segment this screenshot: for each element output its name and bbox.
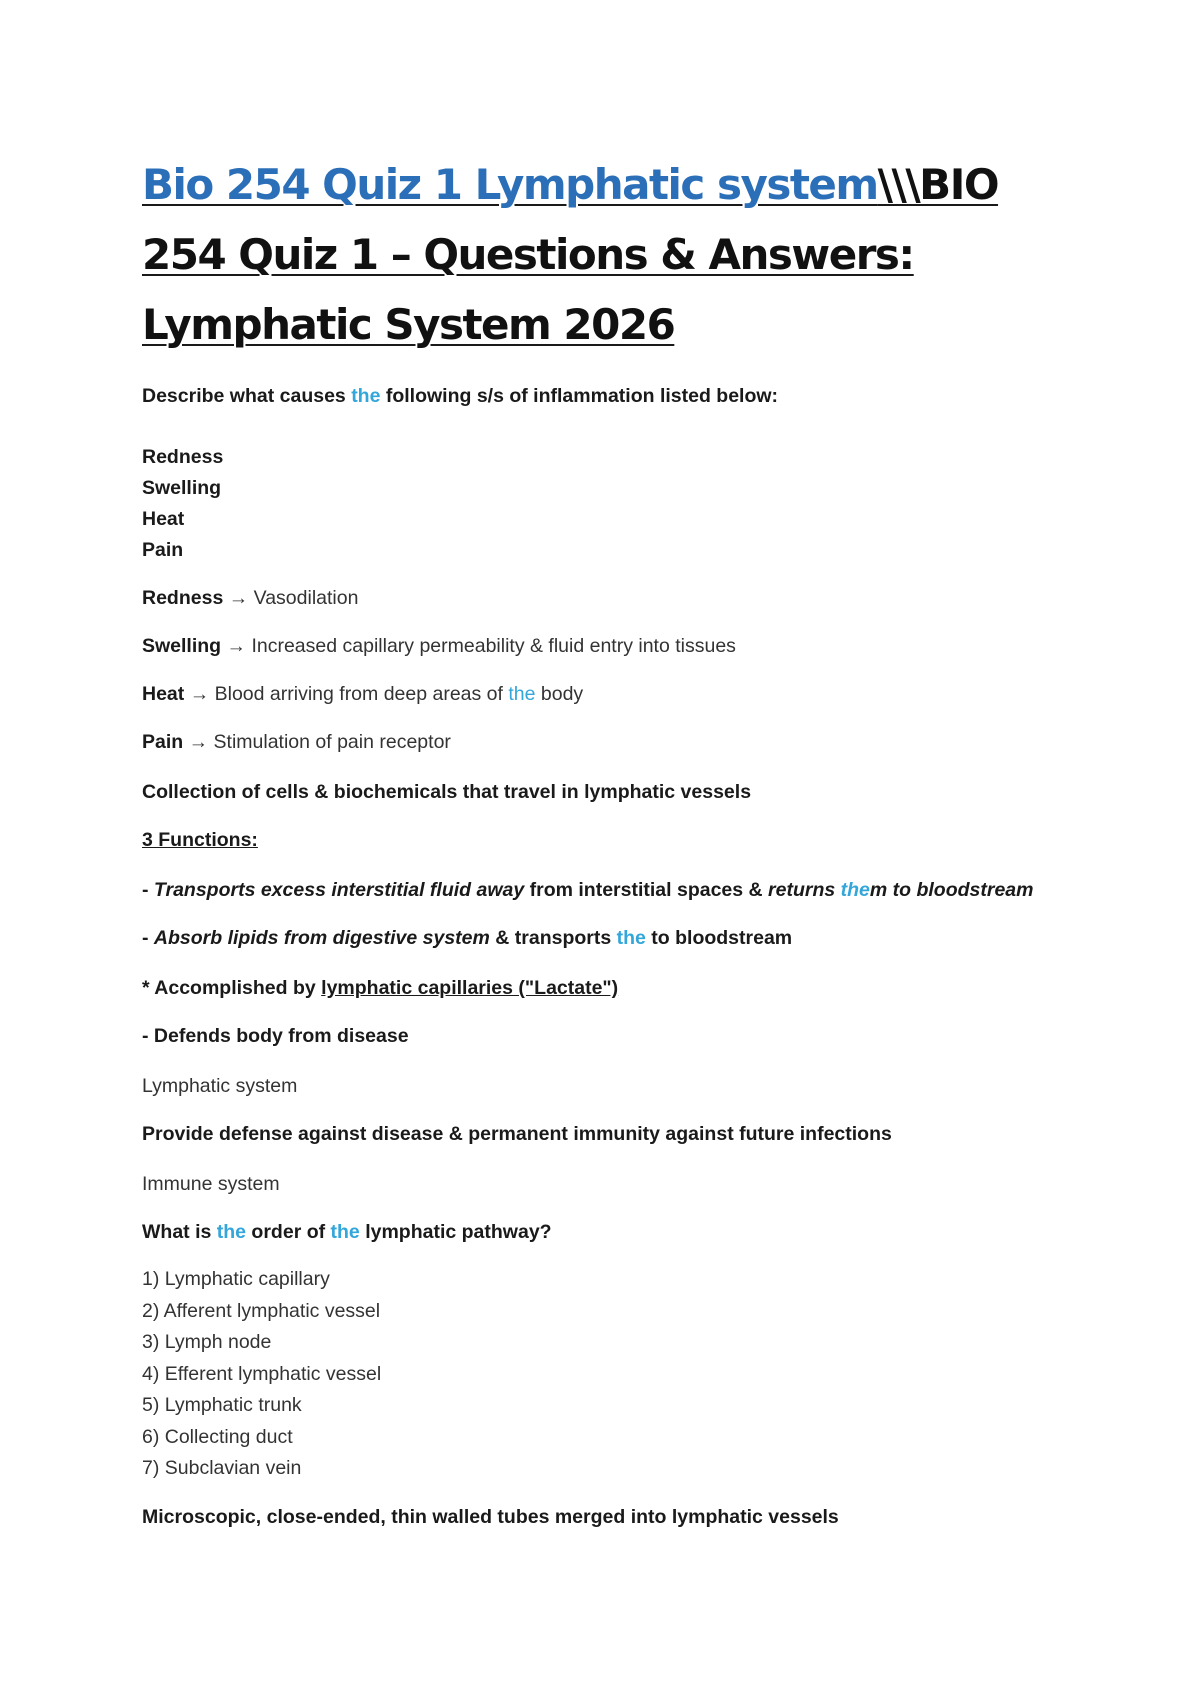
signs-list (142, 442, 1062, 566)
highlighted-word: the (508, 683, 536, 705)
functions-heading: 3 Functions: (142, 829, 258, 851)
underlined-term: lymphatic capillaries ("Lactate") (321, 977, 619, 999)
highlighted-word: the (616, 927, 646, 949)
pathway-item: 2) Afferent lymphatic vessel (142, 1299, 381, 1322)
dash: - (142, 879, 154, 901)
answer-text: Increased capillary permeability & fluid entry into tissues (251, 635, 736, 657)
italic-text: Absorb lipids from digestive system (153, 927, 490, 949)
pathway-list (142, 1264, 1062, 1485)
answer-text: Vasodilation (253, 587, 359, 609)
question-collection: Collection of cells & biochemicals that travel in lymphatic vessels (142, 781, 752, 803)
note-lymphatic-capillaries (142, 974, 1062, 1002)
highlighted-word: the (330, 1221, 360, 1243)
answer-term: Swelling (142, 635, 222, 657)
answer-text (215, 683, 584, 705)
title-rest: \\\BIO 254 Quiz 1 – Questions & Answers: Lymphatic System 2026 (142, 160, 999, 349)
pathway-item: 3) Lymph node (142, 1331, 272, 1353)
note-text: * Accomplished by (142, 977, 322, 999)
function-text: from interstitial spaces & (524, 879, 769, 901)
function-text: & transports (489, 927, 617, 949)
answer-immune-system: Immune system (142, 1173, 280, 1195)
pathway-item: 5) Lymphatic trunk (142, 1394, 302, 1416)
answer-lymphatic-system: Lymphatic system (142, 1075, 298, 1097)
question-text: order of (246, 1221, 331, 1243)
function-1 (142, 876, 1062, 904)
question-text: Describe what causes (142, 385, 352, 407)
arrow-icon: → (189, 683, 210, 705)
function-text: to bloodstream (645, 927, 793, 949)
document-page (142, 150, 1062, 1531)
pathway-item: 7) Subclavian vein (142, 1457, 302, 1479)
sign-item: Redness (142, 446, 224, 468)
answer-text-part: Blood arriving from deep areas of (214, 683, 509, 705)
question-text: What is (142, 1221, 217, 1243)
function-2 (142, 924, 1062, 952)
dash: - (142, 927, 154, 949)
question-defense: Provide defense against disease & permanent immunity against future infections (142, 1123, 892, 1145)
answer-term: Pain (142, 731, 184, 753)
sign-item: Pain (142, 539, 184, 561)
italic-text: returns (768, 879, 841, 901)
question-text: following s/s of inflammation listed below: (380, 385, 779, 407)
italic-text: m to bloodstream (869, 879, 1034, 901)
answer-term: Redness (142, 587, 224, 609)
answer-pain (142, 728, 1062, 756)
answer-redness (142, 584, 1062, 612)
arrow-icon: → (226, 635, 247, 657)
highlighted-word: the (351, 385, 381, 407)
question-pathway (142, 1218, 1062, 1246)
highlighted-word: the (840, 879, 870, 901)
arrow-icon: → (228, 587, 249, 609)
sign-item: Heat (142, 508, 185, 530)
title-link[interactable]: Bio 254 Quiz 1 Lymphatic system (142, 160, 878, 209)
question-text: lymphatic pathway? (359, 1221, 552, 1243)
document-title (142, 150, 1062, 360)
sign-item: Swelling (142, 477, 222, 499)
pathway-item: 6) Collecting duct (142, 1425, 293, 1448)
question-microscopic-tubes: Microscopic, close-ended, thin walled tubes merged into lymphatic vessels (142, 1505, 839, 1528)
function-3: - Defends body from disease (142, 1025, 409, 1047)
italic-text: Transports excess interstitial fluid away (153, 879, 525, 901)
answer-text: Stimulation of pain receptor (213, 731, 451, 753)
answer-text-part: body (535, 683, 584, 705)
answer-term: Heat (142, 683, 185, 705)
arrow-icon: → (188, 731, 209, 753)
pathway-item: 1) Lymphatic capillary (142, 1268, 330, 1290)
highlighted-word: the (216, 1221, 247, 1243)
answer-swelling (142, 632, 1062, 660)
question-inflammation (142, 382, 1062, 410)
answer-heat (142, 680, 1062, 708)
pathway-item: 4) Efferent lymphatic vessel (142, 1362, 382, 1385)
